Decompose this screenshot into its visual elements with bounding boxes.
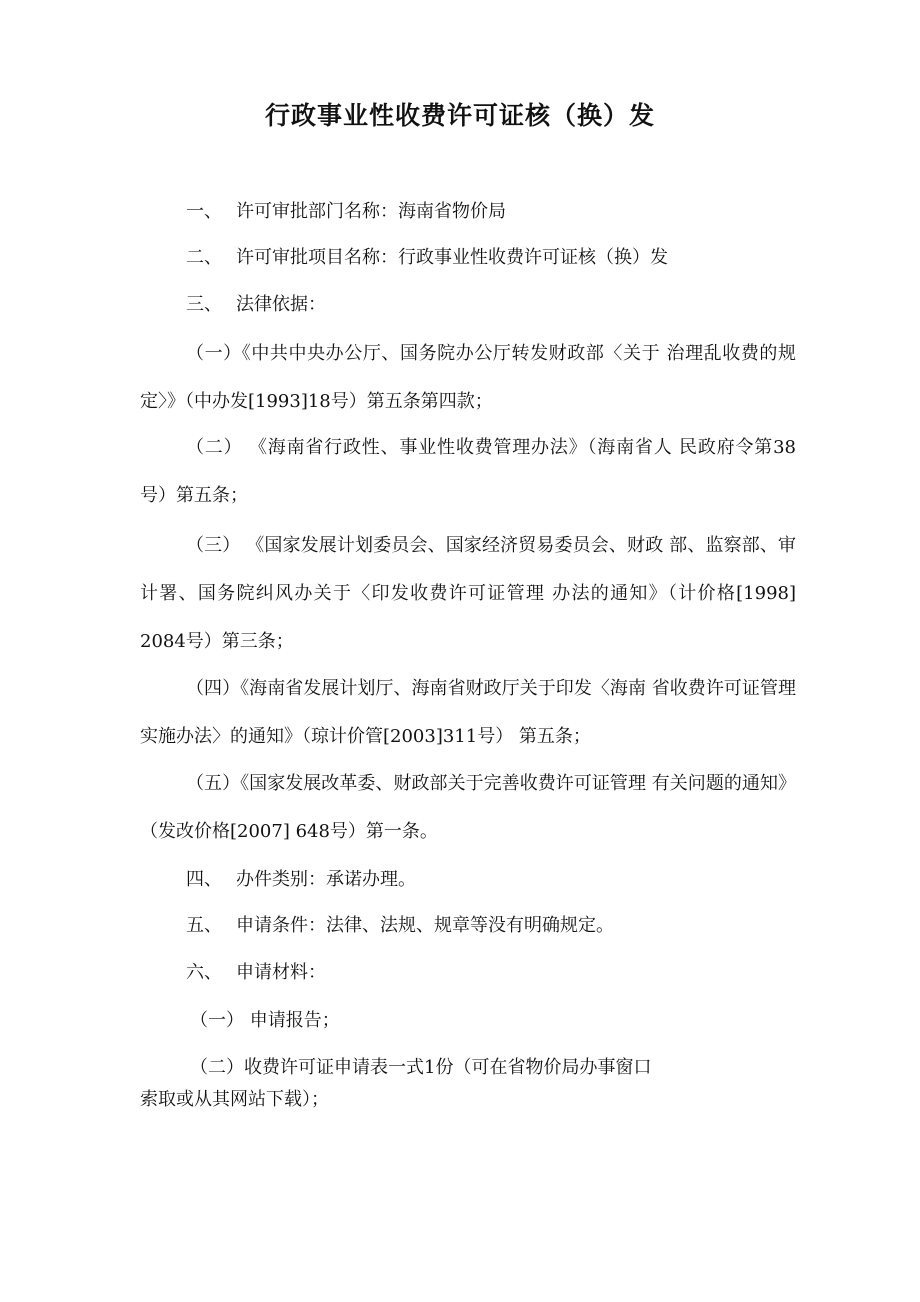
- legal-basis-item-2: （二） 《海南省行政性、事业性收费管理办法》（海南省人 民政府令第38号）第五条；: [140, 437, 796, 506]
- section-number: 五、: [186, 915, 222, 936]
- legal-basis-item-3: （三） 《国家发展计划委员会、国家经济贸易委员会、财政 部、监察部、审计署、国务院纠风办关于〈印发收费许可证管理 办法的通知》（计价格[1998] 2084号）第三条；: [140, 535, 796, 652]
- section-text: 法律依据：: [236, 294, 326, 315]
- section-5: [186, 914, 614, 938]
- section-text: 办件类别：承诺办理。: [236, 869, 416, 890]
- material-item-2-line-1: （二）收费许可证申请表一式1份（可在省物价局办事窗口: [190, 1057, 652, 1078]
- section-text: 申请条件：法律、法规、规章等没有明确规定。: [236, 915, 614, 936]
- section-number: 六、: [186, 962, 222, 983]
- section-number: 二、: [186, 247, 222, 268]
- section-3: [186, 293, 326, 317]
- section-text: 许可审批部门名称：海南省物价局: [236, 201, 506, 222]
- material-item-1: （一） 申请报告；: [190, 1010, 340, 1031]
- section-2: [186, 246, 668, 270]
- section-1: [186, 200, 506, 224]
- section-number: 三、: [186, 294, 222, 315]
- section-number: 四、: [186, 869, 222, 890]
- section-text: 申请材料：: [236, 962, 326, 983]
- section-4: [186, 868, 416, 892]
- section-6: [186, 961, 326, 985]
- material-item-2-line-2: 索取或从其网站下载）；: [140, 1089, 329, 1110]
- legal-basis-item-4: （四）《海南省发展计划厅、海南省财政厅关于印发〈海南 省收费许可证管理实施办法〉的通知》（琼计价管[2003]311号） 第五条；: [140, 678, 796, 747]
- section-text: 许可审批项目名称：行政事业性收费许可证核（换）发: [236, 247, 668, 268]
- legal-basis-item-5: （五）《国家发展改革委、财政部关于完善收费许可证管理 有关问题的通知》（发改价格[2007] 648号）第一条。: [140, 773, 796, 842]
- legal-basis-item-1: （一）《中共中央办公厅、国务院办公厅转发财政部〈关于 治理乱收费的规定〉》（中办发[1993]18号）第五条第四款；: [140, 343, 796, 412]
- section-number: 一、: [186, 201, 222, 222]
- document-title: 行政事业性收费许可证核（换）发: [264, 101, 655, 130]
